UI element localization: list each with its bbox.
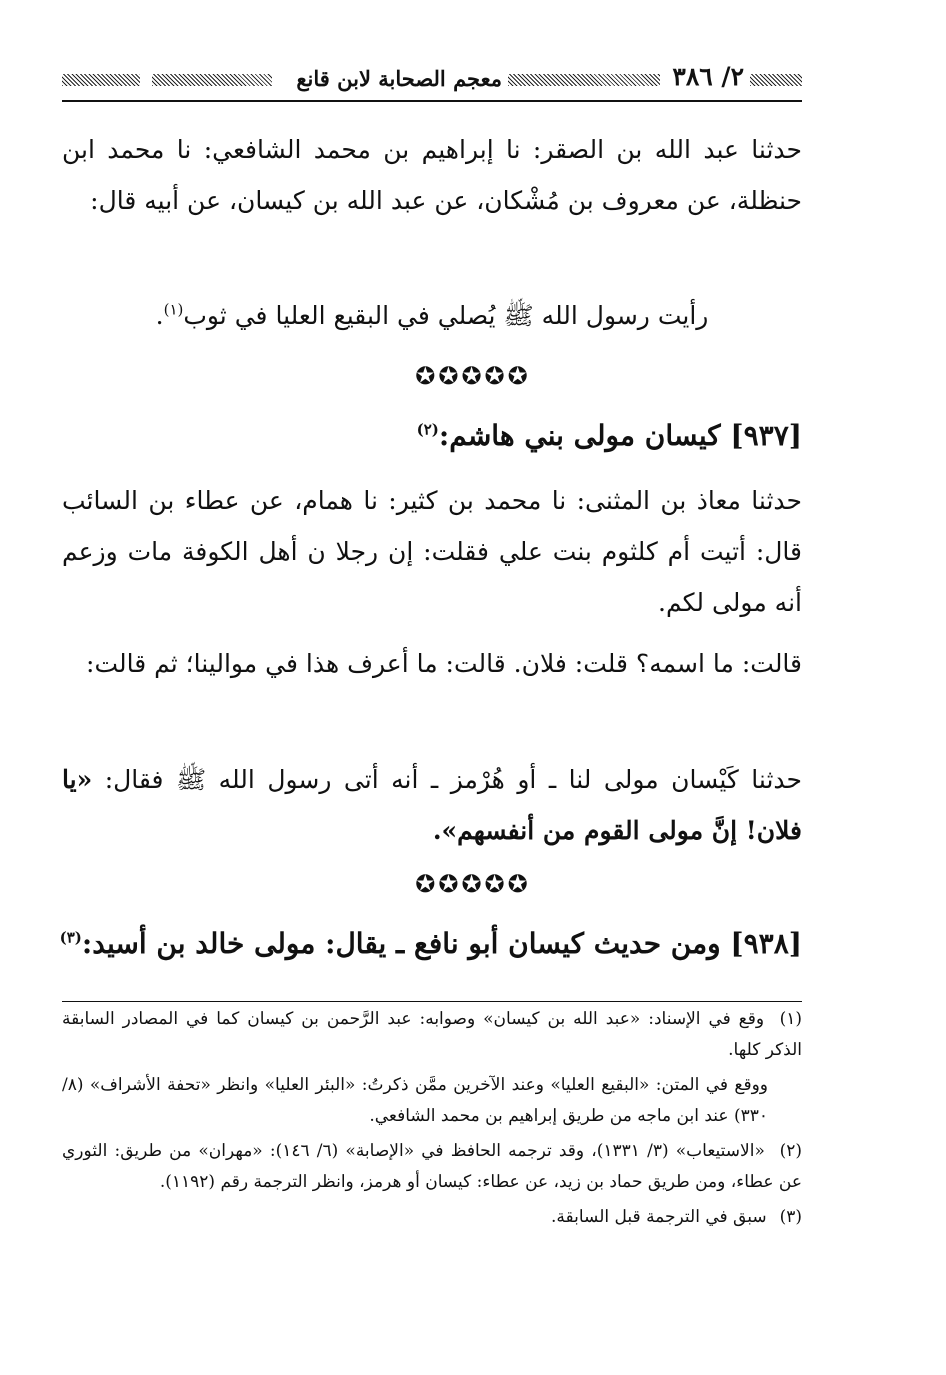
- hadith-matn-paragraph: [62, 290, 802, 341]
- footnote-number: (١): [779, 1009, 802, 1029]
- footnote-text: سبق في الترجمة قبل السابقة.: [551, 1207, 767, 1227]
- footnote-item: [62, 1004, 802, 1066]
- entry-number: [٩٣٨]: [730, 927, 802, 960]
- page-header: [62, 60, 802, 102]
- hadith-paragraph: [62, 638, 802, 689]
- paragraph-text: حدثنا كَيْسان مولى لنا ـ أو هُرْمز ـ أنه أتى رسول الله ﷺ فقال:: [104, 765, 802, 794]
- entry-heading: [59, 922, 802, 966]
- paragraph-text: قالت: ما اسمه؟ قلت: فلان. قالت: ما أعرف هذا في موالينا؛ ثم قالت:: [86, 649, 802, 678]
- footnote-item: [62, 1202, 802, 1233]
- paragraph-text: حدثنا عبد الله بن الصقر: نا إبراهيم بن محمد الشافعي: نا محمد ابن حنظلة، عن معروف بن مُشْكان، عن عبد الله بن كيسان، عن أبيه قال:: [62, 135, 802, 215]
- footnote-item: [62, 1070, 802, 1132]
- footnotes: [62, 1004, 802, 1237]
- sentence-end: .: [155, 301, 164, 330]
- page-number: ٢/ ٣٨٦: [672, 62, 744, 91]
- hadith-paragraph: [62, 754, 802, 856]
- footnote-text: ووقع في المتن: «البقيع العليا» وعند الآخرين ممَّن ذكرتُ: «البئر العليا» وانظر «تحفة الأشراف» (٨/ ٣٣٠) عند ابن ماجه من طريق إبراهيم بن محمد الشافعي.: [62, 1075, 768, 1126]
- entry-heading: [62, 414, 802, 458]
- section-separator: ✪✪✪✪✪: [415, 362, 531, 390]
- header-rule: [62, 100, 802, 102]
- footnote-text: وقع في الإسناد: «عبد الله بن كيسان» وصوابه: عبد الرَّحمن بن كيسان كما في المصادر السابقة الذكر كلها.: [62, 1009, 802, 1060]
- footnote-ref: (٣): [59, 928, 82, 947]
- footnote-text: «الاستيعاب» (٣/ ١٣٣١)، وقد ترجمه الحافظ في «الإصابة» (٦/ ١٤٦): «مهران» من طريق: الثوري عن عطاء، ومن طريق حماد بن زيد، عن عطاء: كيسان أو هرمز، وانظر الترجمة رقم (١١٩٢).: [62, 1141, 802, 1192]
- footnote-ref: (٢): [416, 420, 439, 439]
- entry-number: [٩٣٧]: [730, 419, 802, 452]
- hadith-isnad-paragraph: [62, 124, 802, 226]
- section-separator: ✪✪✪✪✪: [415, 870, 531, 898]
- footnote-item: [62, 1136, 802, 1198]
- hadith-paragraph: [62, 475, 802, 628]
- entry-title: كيسان مولى بني هاشم:: [438, 419, 721, 452]
- paragraph-text: رأيت رسول الله ﷺ يُصلي في البقيع العليا في ثوب: [183, 301, 709, 330]
- footnote-number: (٣): [779, 1207, 802, 1227]
- book-title: معجم الصحابة لابن قانع: [296, 66, 502, 91]
- prophetic-saying: «يا فلان! إنَّ مولى القوم من أنفسهم».: [62, 765, 802, 845]
- footnote-rule: [62, 1001, 802, 1002]
- entry-title: ومن حديث كيسان أبو نافع ـ يقال: مولى خالد بن أسيد:: [81, 927, 721, 960]
- header-ornament: [62, 74, 140, 86]
- header-ornament: [750, 74, 802, 86]
- paragraph-text: حدثنا معاذ بن المثنى: نا محمد بن كثير: نا همام، عن عطاء بن السائب قال: أتيت أم كلثوم بنت علي فقلت: إن رجلا ن أهل الكوفة مات وزعم أنه مولى لكم.: [62, 486, 802, 617]
- header-ornament: [508, 74, 660, 86]
- footnote-ref: (١): [163, 300, 184, 319]
- footnote-number: (٢): [779, 1141, 802, 1161]
- header-ornament: [152, 74, 272, 86]
